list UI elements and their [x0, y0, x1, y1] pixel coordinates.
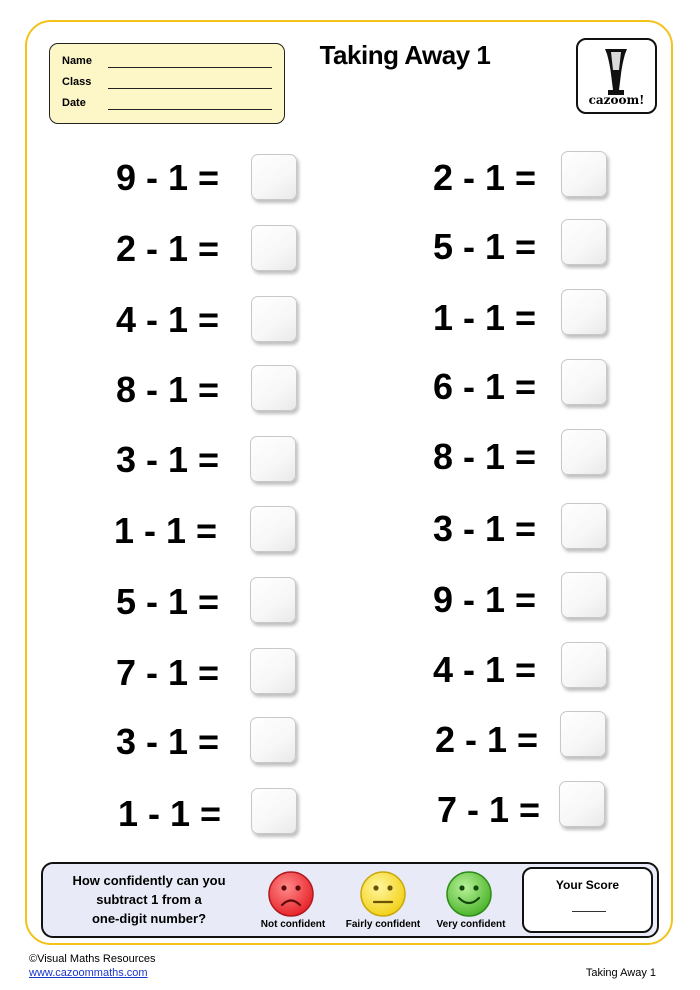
- class-line: [108, 88, 272, 89]
- answer-box-left-6[interactable]: [250, 506, 296, 552]
- neutral-face-icon: [359, 870, 407, 918]
- not-confident-face[interactable]: [267, 870, 315, 923]
- question-right-4: 6 - 1 =: [433, 366, 537, 407]
- question-left-6: 1 - 1 =: [114, 510, 218, 551]
- question-right-8: 4 - 1 =: [433, 649, 537, 690]
- answer-box-right-1[interactable]: [561, 151, 607, 197]
- very-confident-face[interactable]: [445, 870, 493, 923]
- question-right-7: 9 - 1 =: [433, 579, 537, 620]
- fairly-confident-label: Fairly confident: [345, 919, 421, 930]
- website-link[interactable]: www.cazoommaths.com: [29, 967, 148, 979]
- question-left-2: 2 - 1 =: [116, 228, 220, 269]
- answer-box-right-3[interactable]: [561, 289, 607, 335]
- not-confident-label: Not confident: [260, 919, 326, 930]
- sad-face-icon: [267, 870, 315, 918]
- question-left-4: 8 - 1 =: [116, 369, 220, 410]
- confidence-question-line: subtract 1 from a: [96, 892, 202, 907]
- logo-text: cazoom!: [588, 93, 645, 107]
- confidence-question-line: How confidently can you: [72, 873, 226, 888]
- question-right-6: 3 - 1 =: [433, 508, 537, 549]
- score-title: Your Score: [555, 878, 620, 892]
- fairly-confident-face[interactable]: [359, 870, 407, 923]
- answer-box-left-7[interactable]: [250, 577, 296, 623]
- question-right-3: 1 - 1 =: [433, 297, 537, 338]
- class-field[interactable]: [62, 74, 272, 90]
- answer-box-right-8[interactable]: [561, 642, 607, 688]
- question-right-1: 2 - 1 =: [433, 157, 537, 198]
- answer-box-left-10[interactable]: [251, 788, 297, 834]
- student-info-box: [49, 43, 285, 124]
- question-left-3: 4 - 1 =: [116, 299, 220, 340]
- confidence-question-line: one-digit number?: [91, 911, 207, 926]
- answer-box-left-5[interactable]: [250, 436, 296, 482]
- answer-box-left-1[interactable]: [251, 154, 297, 200]
- question-right-9: 2 - 1 =: [435, 719, 539, 760]
- copyright-text: ©Visual Maths Resources: [29, 953, 156, 965]
- answer-box-left-9[interactable]: [250, 717, 296, 763]
- date-line: [108, 109, 272, 110]
- question-left-8: 7 - 1 =: [116, 652, 220, 693]
- answer-box-right-6[interactable]: [561, 503, 607, 549]
- question-left-10: 1 - 1 =: [118, 793, 222, 834]
- question-right-5: 8 - 1 =: [433, 436, 537, 477]
- cazoom-logo: [576, 38, 657, 114]
- answer-box-left-8[interactable]: [250, 648, 296, 694]
- score-line: [572, 911, 606, 912]
- very-confident-label: Very confident: [436, 919, 506, 930]
- name-label: Name: [62, 55, 92, 67]
- class-label: Class: [62, 76, 92, 88]
- footer-sheet-title: Taking Away 1: [585, 967, 656, 979]
- confidence-question: [56, 871, 242, 928]
- answer-box-right-4[interactable]: [561, 359, 607, 405]
- score-box[interactable]: [522, 867, 653, 933]
- answer-box-left-3[interactable]: [251, 296, 297, 342]
- question-right-10: 7 - 1 =: [437, 789, 541, 830]
- answer-box-right-10[interactable]: [559, 781, 605, 827]
- question-left-5: 3 - 1 =: [116, 439, 220, 480]
- answer-box-right-7[interactable]: [561, 572, 607, 618]
- name-field[interactable]: [62, 53, 272, 69]
- answer-box-right-9[interactable]: [560, 711, 606, 757]
- answer-box-left-4[interactable]: [251, 365, 297, 411]
- page-title: Taking Away 1: [319, 40, 491, 70]
- question-left-1: 9 - 1 =: [116, 157, 220, 198]
- name-line: [108, 67, 272, 68]
- answer-box-left-2[interactable]: [251, 225, 297, 271]
- question-left-7: 5 - 1 =: [116, 581, 220, 622]
- question-right-2: 5 - 1 =: [433, 226, 537, 267]
- date-label: Date: [62, 97, 86, 109]
- answer-box-right-5[interactable]: [561, 429, 607, 475]
- question-left-9: 3 - 1 =: [116, 721, 220, 762]
- date-field[interactable]: [62, 95, 272, 111]
- happy-face-icon: [445, 870, 493, 918]
- answer-box-right-2[interactable]: [561, 219, 607, 265]
